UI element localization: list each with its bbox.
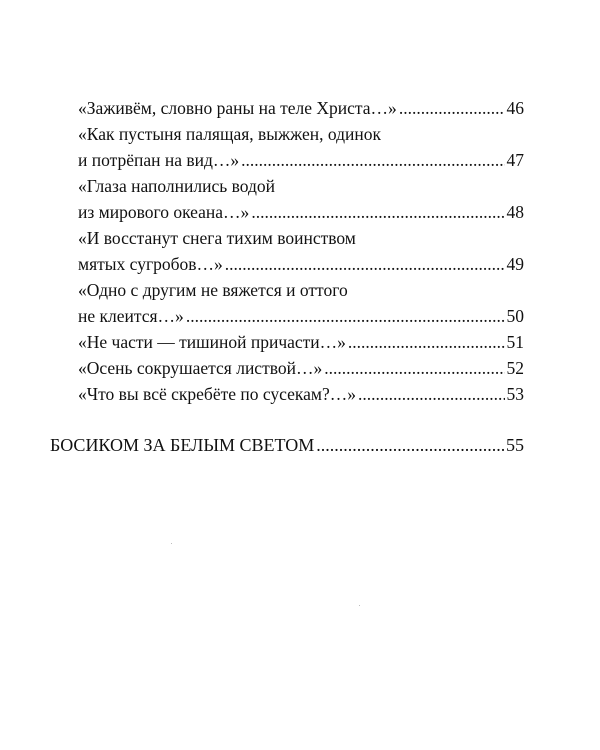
toc-page-number: 53 (506, 384, 524, 404)
toc-section-title: БОСИКОМ ЗА БЕЛЫМ СВЕТОМ (50, 435, 315, 455)
toc-entry-title-continued: из мирового океана…» (78, 202, 250, 222)
toc-page-number: 47 (506, 150, 524, 170)
dot-leader (324, 355, 504, 381)
dot-leader (348, 329, 505, 355)
toc-entry (78, 173, 524, 225)
toc-line (50, 432, 524, 458)
dot-leader (225, 251, 505, 277)
toc-entry (78, 121, 524, 173)
paper-speck (359, 605, 360, 606)
dot-leader (186, 303, 505, 329)
toc-entry (78, 381, 524, 407)
toc-line (78, 381, 524, 407)
toc-line (78, 147, 524, 173)
toc-line (78, 355, 524, 381)
toc-page-number: 51 (506, 332, 524, 352)
toc-entry-title: «Заживём, словно раны на теле Христа…» (78, 98, 397, 118)
toc-section-entry (50, 432, 524, 458)
toc-line (78, 251, 524, 277)
toc-entry-title: «Глаза наполнились водой (78, 176, 275, 196)
toc-entry-title-continued: мятых сугробов…» (78, 254, 223, 274)
toc-page-number: 52 (506, 358, 524, 378)
toc-entry-title: «Осень сокрушается листвой…» (78, 358, 323, 378)
toc-page-number: 49 (506, 254, 524, 274)
dot-leader (316, 432, 504, 458)
toc-entry-title-continued: не клеится…» (78, 306, 184, 326)
toc-entry-title: «Не части — тишиной причасти…» (78, 332, 346, 352)
toc-entry-title: «Что вы всё скребёте по сусекам?…» (78, 384, 357, 404)
toc-entry (78, 329, 524, 355)
toc-page-number: 55 (506, 435, 524, 455)
dot-leader (251, 199, 504, 225)
toc-entry (78, 277, 524, 329)
toc-entry-title: «Как пустыня палящая, выжжен, одинок (78, 124, 382, 144)
dot-leader (241, 147, 504, 173)
toc-page-number: 48 (506, 202, 524, 222)
toc-entry-title: «И восстанут снега тихим воинством (78, 228, 356, 248)
toc-entry-title-continued: и потрёпан на вид…» (78, 150, 240, 170)
toc-entry-title: «Одно с другим не вяжется и оттого (78, 280, 348, 300)
toc-entry (78, 355, 524, 381)
toc-page-number: 50 (506, 306, 524, 326)
toc-line (78, 303, 524, 329)
toc-entry (78, 225, 524, 277)
dot-leader (399, 95, 505, 121)
toc-page-number: 46 (506, 98, 524, 118)
toc-line (78, 199, 524, 225)
toc-line (78, 329, 524, 355)
paper-speck (171, 543, 172, 544)
dot-leader (358, 381, 504, 407)
toc-entry (78, 95, 524, 121)
toc-line (78, 95, 524, 121)
